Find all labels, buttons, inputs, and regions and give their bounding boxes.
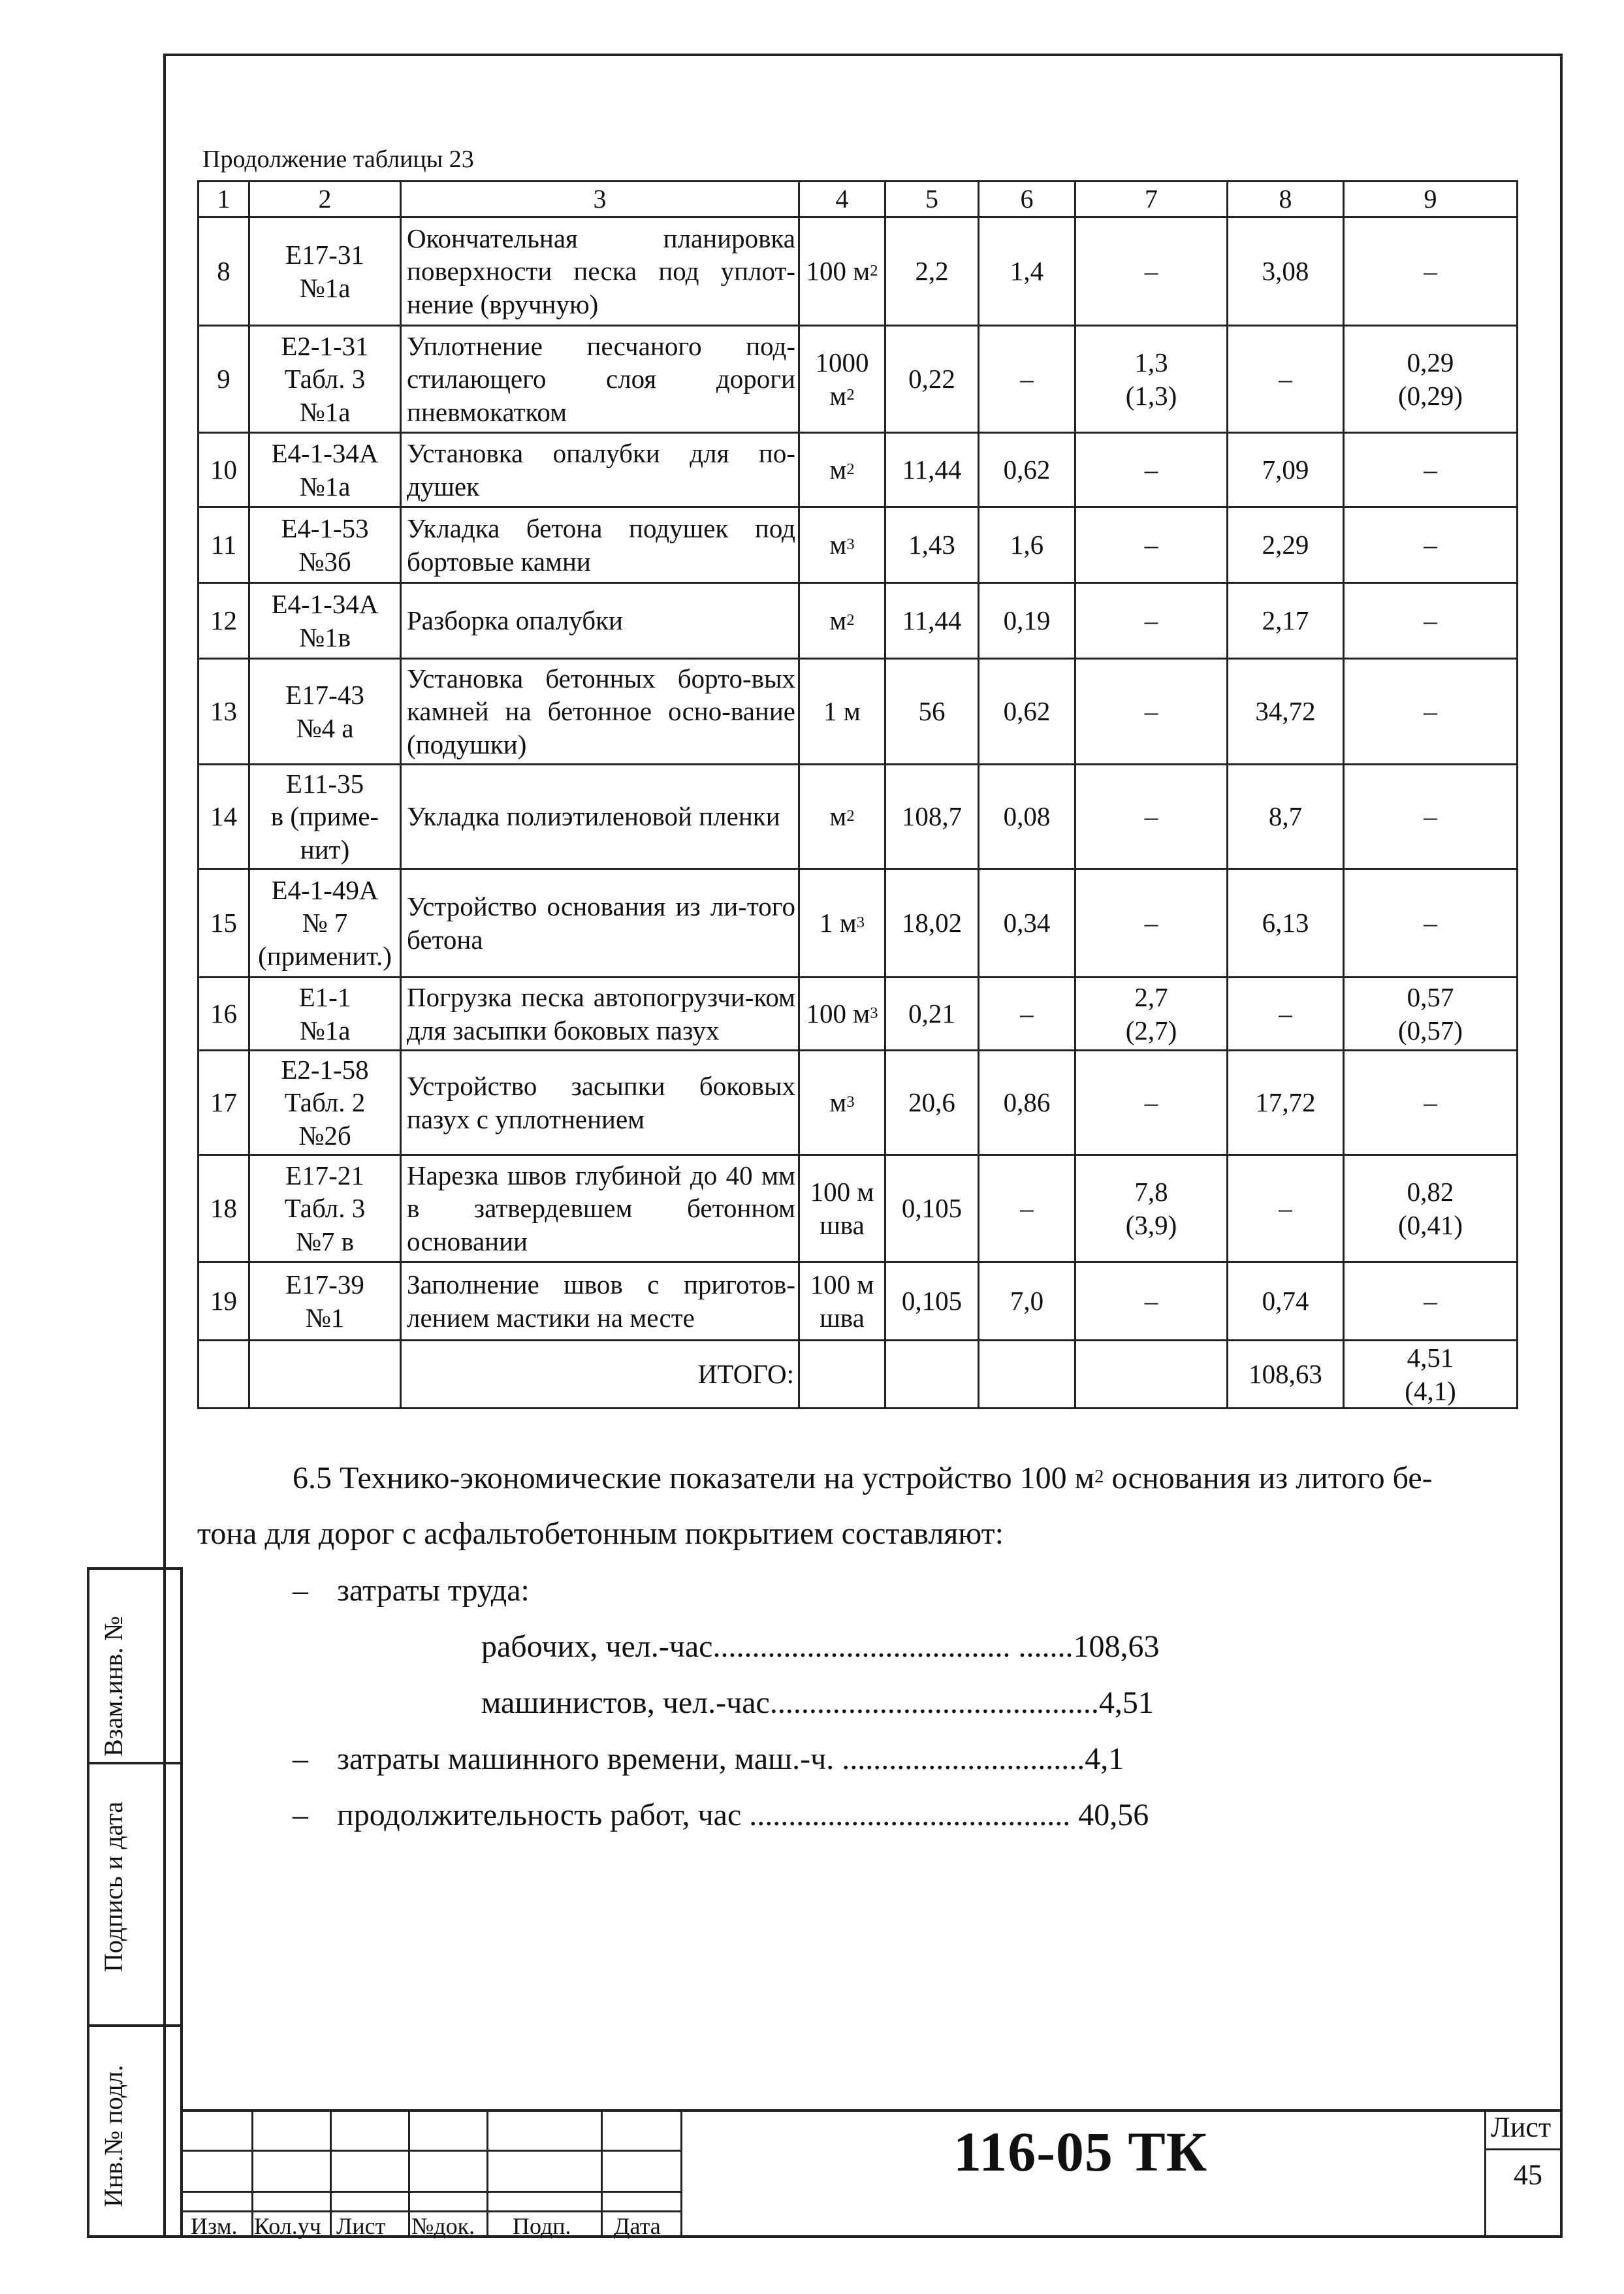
title-block-line [1484, 2109, 1486, 2238]
unit-exponent: 3 [846, 1093, 855, 1111]
total-workers: 108,63 [1228, 1341, 1344, 1409]
column-header: 9 [1344, 182, 1518, 217]
norm-code-line: №1в [299, 622, 351, 652]
value-cell: – [1344, 765, 1518, 869]
value-cell: 0,19 [979, 583, 1075, 659]
unit-text: 100 м шва [810, 1177, 874, 1240]
cell-line: 1,3 [1134, 347, 1168, 378]
cell-line: 4,51 [1407, 1343, 1454, 1373]
norm-code-line: Е11-35 [285, 769, 364, 799]
value-cell: – [1344, 659, 1518, 765]
empty-cell [1075, 1341, 1228, 1409]
cell-line: (0,57) [1397, 1015, 1463, 1045]
sheet-number: 45 [1514, 2159, 1542, 2191]
unit-text: 100 м [806, 256, 870, 287]
unit-cell [799, 326, 885, 433]
row-number: 18 [199, 1155, 249, 1262]
list-dash: – [293, 1742, 308, 1776]
label-doc-no: №док. [411, 2213, 475, 2239]
work-description: Укладка бетона подушек под бортовые камни [401, 507, 799, 583]
unit-text: м [829, 530, 847, 560]
unit-text: 100 м шва [810, 1269, 874, 1333]
norm-code [249, 765, 401, 869]
list-item-duration: продолжительность работ, час ......................................... 40,56 [337, 1798, 1149, 1832]
norm-code-line: №4 а [296, 712, 354, 743]
row-number: 16 [199, 978, 249, 1051]
title-block-line [183, 2150, 680, 2152]
cell-line: 0,57 [1407, 982, 1454, 1013]
table-header-row [199, 182, 1518, 217]
empty-cell [799, 1341, 885, 1409]
norm-code-line: (применит.) [258, 940, 392, 971]
unit-exponent: 2 [846, 386, 855, 404]
value-cell: 6,13 [1228, 869, 1344, 978]
table-row [199, 583, 1518, 659]
value-cell: – [1344, 1051, 1518, 1155]
list-dash: – [293, 1798, 308, 1832]
value-cell: – [1075, 765, 1228, 869]
value-cell: – [1228, 1155, 1344, 1262]
norm-code-line: Е17-39 [285, 1269, 364, 1300]
norm-code-line: №2б [298, 1120, 351, 1151]
work-description: Устройство основания из ли-того бетона [401, 869, 799, 978]
norm-code [249, 978, 401, 1051]
list-item-machine-time: затраты машинного времени, маш.-ч. ...............................4,1 [337, 1742, 1124, 1776]
summary-paragraph [293, 1459, 1520, 1497]
unit-cell [799, 433, 885, 507]
value-cell: – [1344, 217, 1518, 326]
work-description: Установка опалубки для по-душек [401, 433, 799, 507]
value-cell: – [979, 1155, 1075, 1262]
unit-exponent: 2 [846, 611, 855, 629]
row-number: 9 [199, 326, 249, 433]
unit-text: м [829, 605, 847, 636]
cell-line: 7,8 [1134, 1177, 1168, 1207]
work-table [197, 180, 1518, 1409]
value-cell: 3,08 [1228, 217, 1344, 326]
unit-cell [799, 1262, 885, 1341]
table-row [199, 1155, 1518, 1262]
row-number: 17 [199, 1051, 249, 1155]
value-cell: 7,0 [979, 1262, 1075, 1341]
value-cell [1075, 978, 1228, 1051]
norm-code-line: нит) [300, 834, 350, 865]
side-label-inventory: Инв.№ подл. [99, 2065, 128, 2207]
row-number: 10 [199, 433, 249, 507]
norm-code-line: в (приме- [270, 801, 379, 832]
value-cell: 0,105 [885, 1262, 979, 1341]
title-block-line [680, 2109, 682, 2238]
value-cell: – [1075, 659, 1228, 765]
title-block-line [183, 2109, 1563, 2112]
value-cell: 0,34 [979, 869, 1075, 978]
unit-text: м [829, 454, 847, 485]
norm-code-line: Е17-21 [285, 1160, 364, 1191]
unit-text: м [829, 801, 847, 832]
norm-code-line: Е4-1-53 [281, 513, 369, 544]
norm-code-line: Е17-31 [285, 240, 364, 270]
value-cell: 2,2 [885, 217, 979, 326]
norm-code [249, 659, 401, 765]
value-cell: 2,17 [1228, 583, 1344, 659]
norm-code-line: Табл. 2 [284, 1087, 366, 1118]
work-description: Устройство засыпки боковых пазух с уплотнением [401, 1051, 799, 1155]
unit-text: м [829, 1087, 847, 1118]
table-total-row [199, 1341, 1518, 1409]
column-header: 4 [799, 182, 885, 217]
row-number: 13 [199, 659, 249, 765]
norm-code-line: №1а [299, 396, 351, 427]
row-number: 14 [199, 765, 249, 869]
unit-cell [799, 869, 885, 978]
norm-code-line: Е1-1 [298, 982, 351, 1013]
value-cell: – [1344, 433, 1518, 507]
value-cell: 0,105 [885, 1155, 979, 1262]
norm-code-line: Е2-1-31 [281, 331, 369, 362]
value-cell: – [1344, 1262, 1518, 1341]
value-cell [1344, 978, 1518, 1051]
norm-code [249, 507, 401, 583]
table-row [199, 326, 1518, 433]
norm-code-line: №1а [299, 471, 351, 502]
cell-line: (0,29) [1397, 380, 1463, 411]
unit-cell [799, 659, 885, 765]
label-signature: Подп. [513, 2213, 571, 2239]
title-block-line [601, 2109, 603, 2238]
value-cell: 0,21 [885, 978, 979, 1051]
document-code: 116-05 ТК [953, 2120, 1208, 2183]
norm-code-line: Е4-1-49А [271, 875, 379, 906]
norm-code-line: Е4-1-34А [271, 438, 379, 469]
label-count: Кол.уч [254, 2213, 321, 2239]
value-cell [1075, 326, 1228, 433]
value-cell: 56 [885, 659, 979, 765]
table-row [199, 1262, 1518, 1341]
value-cell: – [979, 978, 1075, 1051]
column-header: 1 [199, 182, 249, 217]
cell-line: (0,41) [1397, 1209, 1463, 1240]
column-header: 7 [1075, 182, 1228, 217]
title-block-line [330, 2109, 332, 2238]
table-row [199, 1051, 1518, 1155]
value-cell: 20,6 [885, 1051, 979, 1155]
table-row [199, 978, 1518, 1051]
table-row [199, 433, 1518, 507]
unit-exponent: 2 [846, 807, 855, 825]
row-number: 15 [199, 869, 249, 978]
row-number: 8 [199, 217, 249, 326]
work-description: Нарезка швов глубиной до 40 мм в затвердевшем бетонном основании [401, 1155, 799, 1262]
list-subitem-workers: рабочих, чел.-час...................................... .......108,63 [481, 1629, 1160, 1664]
title-block-line [1484, 2148, 1563, 2150]
table-row [199, 869, 1518, 978]
value-cell: 0,86 [979, 1051, 1075, 1155]
value-cell: 11,44 [885, 433, 979, 507]
value-cell: 108,7 [885, 765, 979, 869]
column-header: 5 [885, 182, 979, 217]
value-cell: 17,72 [1228, 1051, 1344, 1155]
value-cell: 1,6 [979, 507, 1075, 583]
value-cell [1075, 1155, 1228, 1262]
value-cell: – [1344, 583, 1518, 659]
column-header: 8 [1228, 182, 1344, 217]
work-description: Окончательная планировка поверхности песка под уплот-нение (вручную) [401, 217, 799, 326]
cell-line: (4,1) [1405, 1375, 1456, 1406]
list-subitem-operators: машинистов, чел.-час..........................................4,51 [481, 1685, 1154, 1720]
title-block-line [486, 2109, 488, 2238]
total-label: ИТОГО: [401, 1341, 799, 1409]
empty-cell [885, 1341, 979, 1409]
work-description: Уплотнение песчаного под-стилающего слоя дороги пневмокатком [401, 326, 799, 433]
sheet-label: Лист [1491, 2111, 1552, 2143]
value-cell: – [1075, 583, 1228, 659]
table-row [199, 217, 1518, 326]
label-sheet: Лист [336, 2213, 386, 2239]
unit-exponent: 2 [846, 460, 855, 479]
work-description: Установка бетонных борто-вых камней на бетонное осно-вание (подушки) [401, 659, 799, 765]
list-dash: – [293, 1573, 308, 1608]
total-machinists [1344, 1341, 1518, 1409]
value-cell: – [1075, 1051, 1228, 1155]
norm-code [249, 433, 401, 507]
empty-cell [199, 1341, 249, 1409]
unit-text: 1 м [820, 908, 857, 938]
side-label-signature: Подпись и дата [99, 1801, 128, 1972]
value-cell: – [1228, 978, 1344, 1051]
unit-exponent: 3 [846, 535, 855, 554]
title-block-line [408, 2109, 410, 2238]
value-cell: – [1075, 507, 1228, 583]
value-cell: – [1344, 869, 1518, 978]
value-cell: 0,62 [979, 659, 1075, 765]
cell-line: 2,7 [1134, 982, 1168, 1013]
norm-code [249, 326, 401, 433]
column-header: 3 [401, 182, 799, 217]
norm-code-line: Е4-1-34А [271, 589, 379, 620]
empty-cell [979, 1341, 1075, 1409]
norm-code [249, 217, 401, 326]
norm-code-line: №1а [299, 1015, 351, 1045]
cell-line: (1,3) [1125, 380, 1177, 411]
unit-cell [799, 217, 885, 326]
table-row [199, 659, 1518, 765]
unit-cell [799, 507, 885, 583]
value-cell: 18,02 [885, 869, 979, 978]
value-cell: 0,74 [1228, 1262, 1344, 1341]
value-cell: 1,4 [979, 217, 1075, 326]
work-description: Заполнение швов с приготов-лением мастики на месте [401, 1262, 799, 1341]
value-cell: – [1075, 433, 1228, 507]
unit-exponent: 3 [856, 914, 865, 932]
value-cell: 0,08 [979, 765, 1075, 869]
value-cell: 8,7 [1228, 765, 1344, 869]
value-cell: 34,72 [1228, 659, 1344, 765]
value-cell: 1,43 [885, 507, 979, 583]
norm-code [249, 1262, 401, 1341]
unit-text: 100 м [806, 998, 870, 1029]
empty-cell [249, 1341, 401, 1409]
norm-code-line: №7 в [295, 1226, 355, 1256]
work-description: Укладка полиэтиленовой пленки [401, 765, 799, 869]
unit-text: 1000 м [815, 347, 869, 411]
value-cell: – [1075, 869, 1228, 978]
title-block-line [183, 2191, 680, 2193]
unit-cell [799, 1051, 885, 1155]
work-description: Разборка опалубки [401, 583, 799, 659]
unit-cell [799, 978, 885, 1051]
value-cell: 7,09 [1228, 433, 1344, 507]
value-cell: – [1228, 326, 1344, 433]
unit-cell [799, 583, 885, 659]
norm-code [249, 1155, 401, 1262]
unit-text: 1 м [823, 696, 861, 727]
paragraph-text: 6.5 Технико-экономические показатели на устройство 100 м [293, 1461, 1095, 1495]
norm-code [249, 583, 401, 659]
cell-line: 0,82 [1407, 1177, 1454, 1207]
value-cell: 0,62 [979, 433, 1075, 507]
table-row [199, 507, 1518, 583]
norm-code-line: Е2-1-58 [281, 1055, 369, 1085]
superscript: 2 [1094, 1466, 1104, 1488]
unit-cell [799, 765, 885, 869]
norm-code-line: № 7 [302, 908, 348, 938]
column-header: 6 [979, 182, 1075, 217]
work-description: Погрузка песка автопогрузчи-ком для засыпки боковых пазух [401, 978, 799, 1051]
list-item-labor: затраты труда: [337, 1573, 530, 1608]
table-row [199, 765, 1518, 869]
row-number: 12 [199, 583, 249, 659]
row-number: 11 [199, 507, 249, 583]
value-cell: – [1075, 217, 1228, 326]
label-date: Дата [614, 2213, 661, 2239]
value-cell: 11,44 [885, 583, 979, 659]
value-cell: 0,22 [885, 326, 979, 433]
label-change: Изм. [191, 2213, 238, 2239]
norm-code-line: Табл. 3 [284, 364, 366, 394]
row-number: 19 [199, 1262, 249, 1341]
norm-code-line: №3б [298, 546, 351, 577]
norm-code-line: №1 [305, 1302, 345, 1333]
norm-code-line: Е17-43 [285, 680, 364, 710]
value-cell: – [1344, 507, 1518, 583]
value-cell: – [979, 326, 1075, 433]
paragraph-continuation: тона для дорог с асфальтобетонным покрытием составляют: [197, 1516, 1004, 1551]
norm-code [249, 1051, 401, 1155]
unit-cell [799, 1155, 885, 1262]
norm-code [249, 869, 401, 978]
paragraph-text: основания из литого бе- [1104, 1461, 1433, 1495]
table-caption: Продолжение таблицы 23 [202, 146, 474, 173]
unit-exponent: 3 [870, 1004, 878, 1023]
unit-exponent: 2 [870, 262, 878, 280]
norm-code-line: №1а [299, 272, 351, 303]
cell-line: (3,9) [1125, 1209, 1177, 1240]
column-header: 2 [249, 182, 401, 217]
title-block-line [251, 2109, 253, 2238]
value-cell: – [1075, 1262, 1228, 1341]
value-cell [1344, 326, 1518, 433]
cell-line: (2,7) [1125, 1015, 1177, 1045]
side-label-replacement: Взам.инв. № [99, 1616, 128, 1757]
value-cell: 2,29 [1228, 507, 1344, 583]
norm-code-line: Табл. 3 [284, 1193, 366, 1224]
cell-line: 0,29 [1407, 347, 1454, 378]
value-cell [1344, 1155, 1518, 1262]
